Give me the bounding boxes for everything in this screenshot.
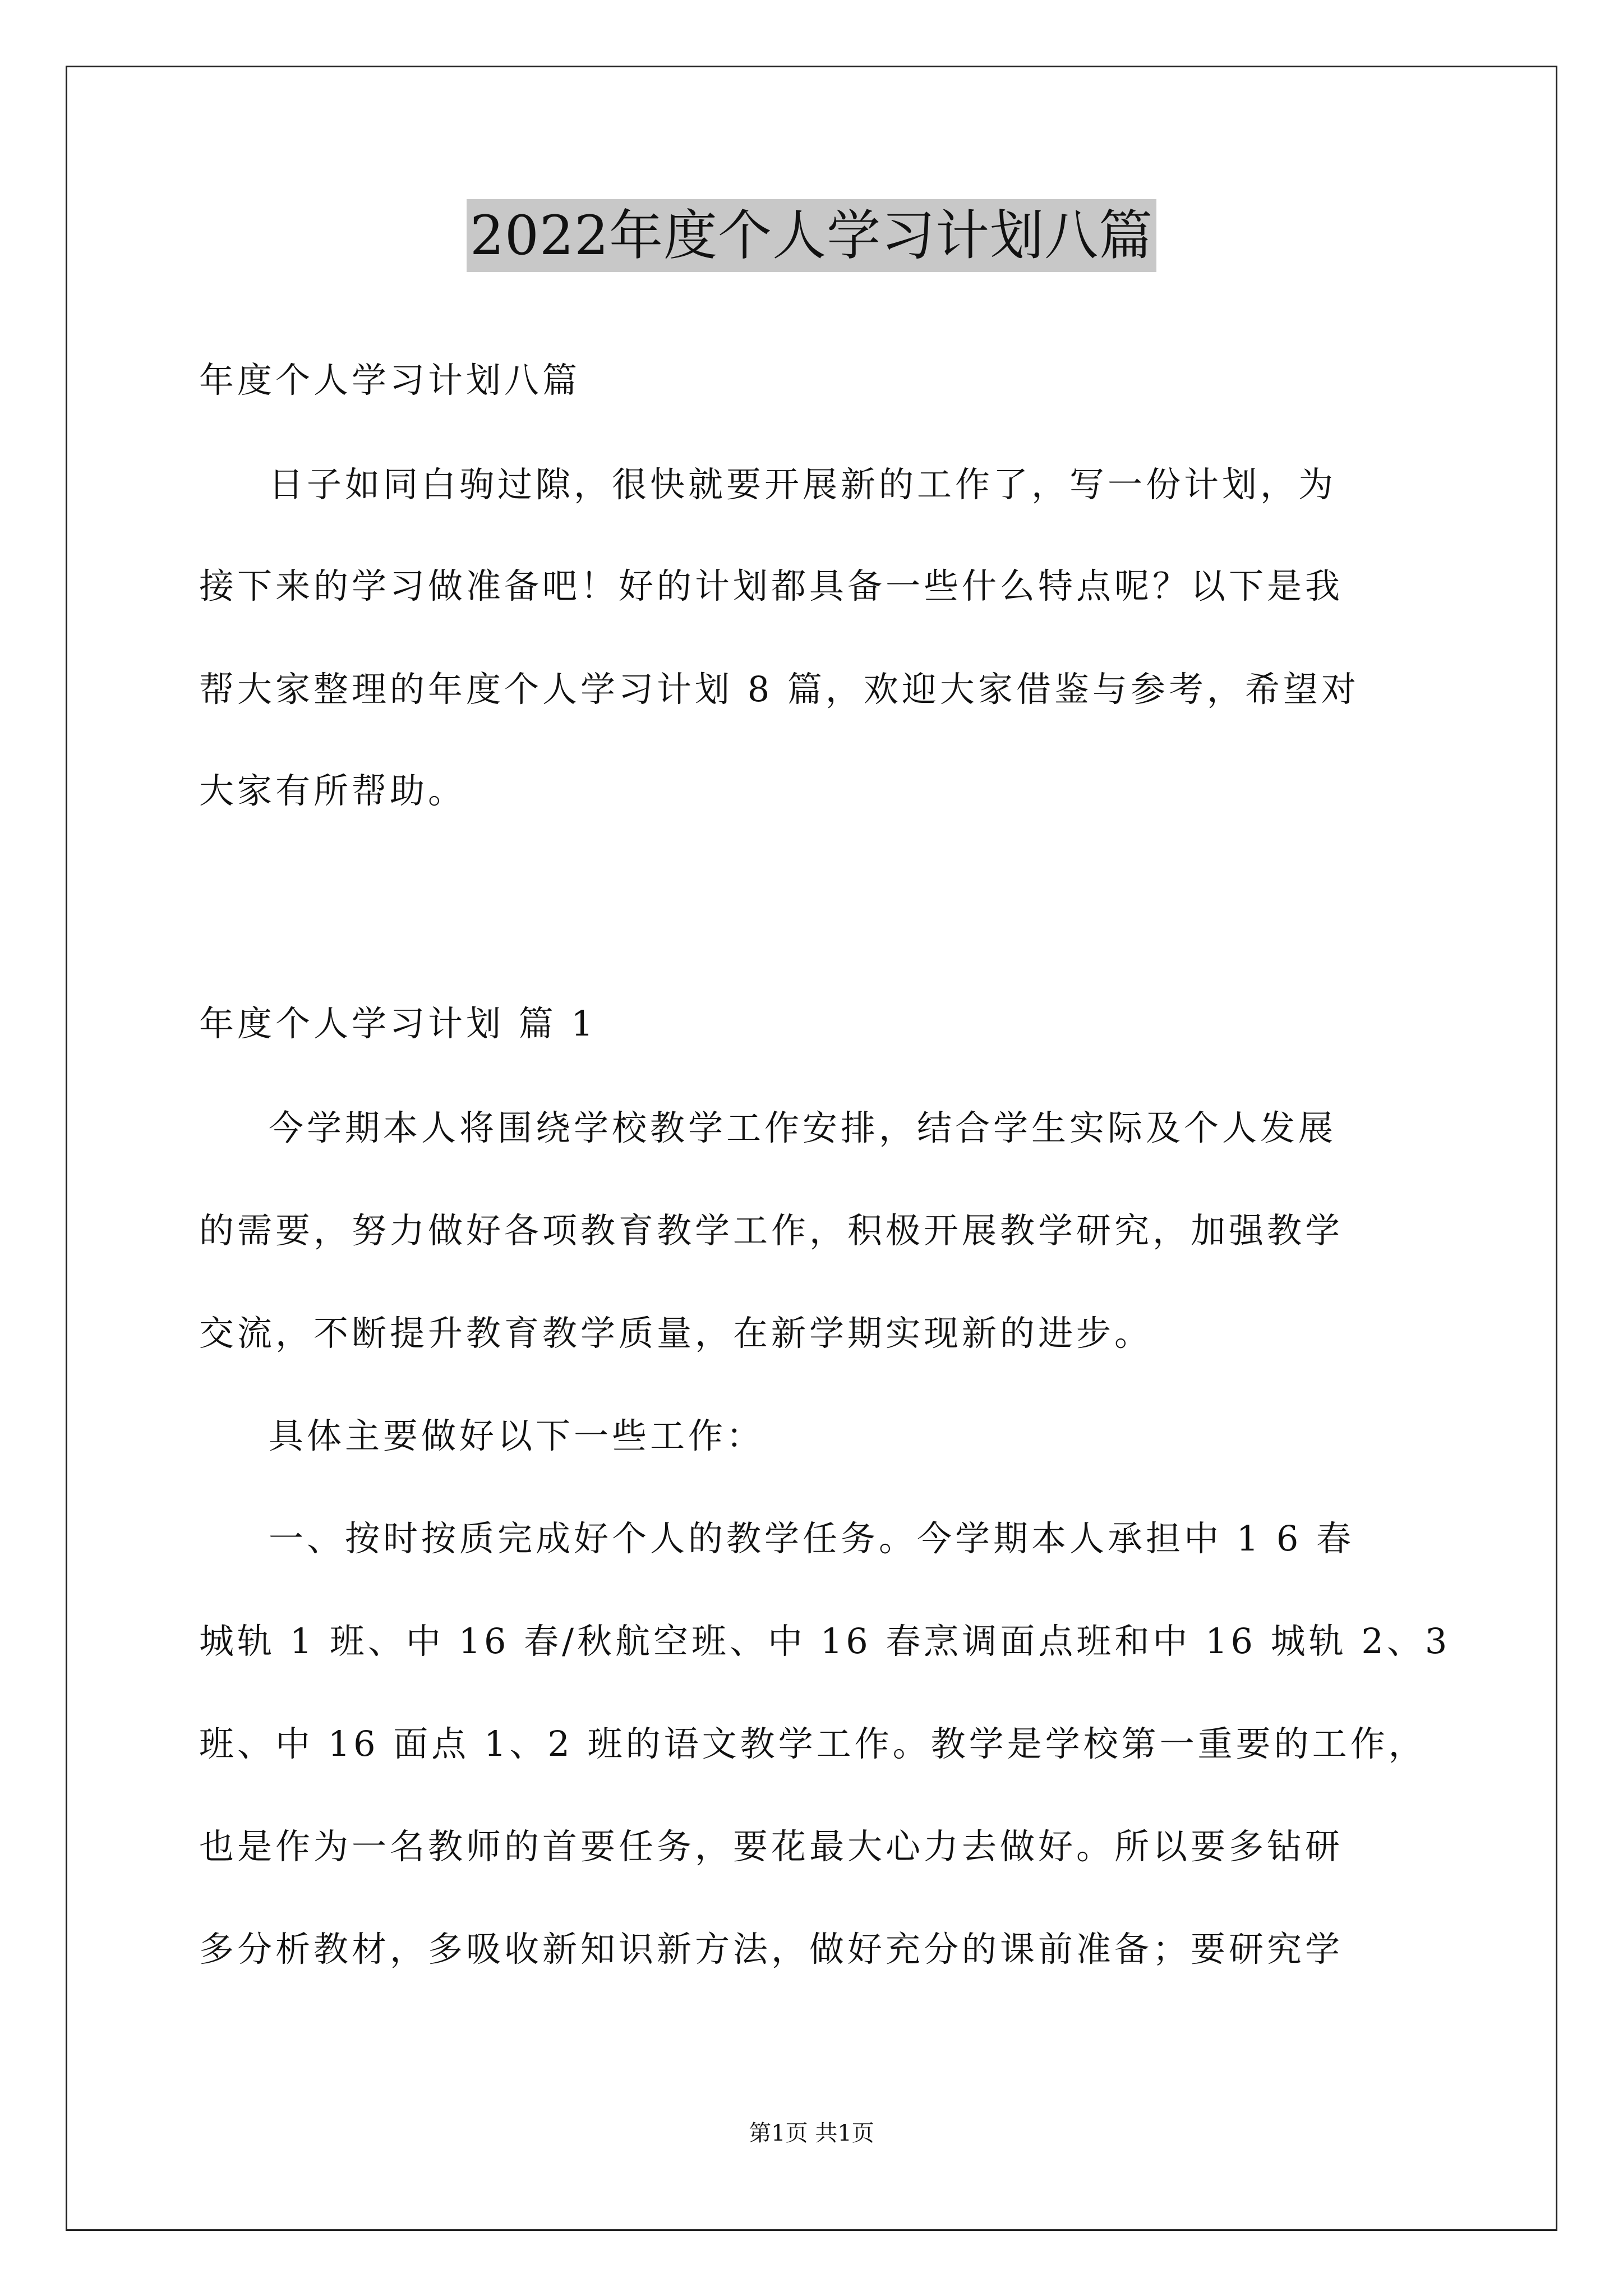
paragraph-line: 交流，不断提升教育教学质量，在新学期实现新的进步。 [199, 1313, 1153, 1354]
paragraph-line: 帮大家整理的年度个人学习计划 8 篇，欢迎大家借鉴与参考，希望对 [199, 669, 1359, 710]
paragraph-line: 多分析教材，多吸收新知识新方法，做好充分的课前准备；要研究学 [199, 1929, 1344, 1970]
subtitle-line: 年度个人学习计划八篇 [199, 360, 581, 401]
title-container [0, 199, 1623, 272]
document-title: 2022年度个人学习计划八篇 [467, 199, 1156, 272]
paragraph-line: 日子如同白驹过隙，很快就要开展新的工作了，写一份计划，为 [269, 464, 1337, 505]
section-heading: 年度个人学习计划 篇 1 [199, 1003, 597, 1044]
paragraph-line: 大家有所帮助。 [199, 770, 467, 811]
paragraph-line: 具体主要做好以下一些工作： [269, 1415, 765, 1456]
paragraph-line: 也是作为一名教师的首要任务，要花最大心力去做好。所以要多钻研 [199, 1826, 1344, 1867]
paragraph-line: 一、按时按质完成好个人的教学任务。今学期本人承担中 1 6 春 [269, 1518, 1355, 1559]
paragraph-line: 城轨 1 班、中 16 春/秋航空班、中 16 春烹调面点班和中 16 城轨 2、3 [199, 1621, 1451, 1662]
page-number-footer: 第1页 共1页 [749, 2120, 874, 2146]
paragraph-line: 班、中 16 面点 1、2 班的语文教学工作。教学是学校第一重要的工作， [199, 1723, 1427, 1764]
paragraph-line: 的需要，努力做好各项教育教学工作，积极开展教学研究，加强教学 [199, 1210, 1344, 1251]
paragraph-line: 今学期本人将围绕学校教学工作安排，结合学生实际及个人发展 [269, 1107, 1337, 1148]
paragraph-line: 接下来的学习做准备吧！好的计划都具备一些什么特点呢？以下是我 [199, 565, 1344, 606]
